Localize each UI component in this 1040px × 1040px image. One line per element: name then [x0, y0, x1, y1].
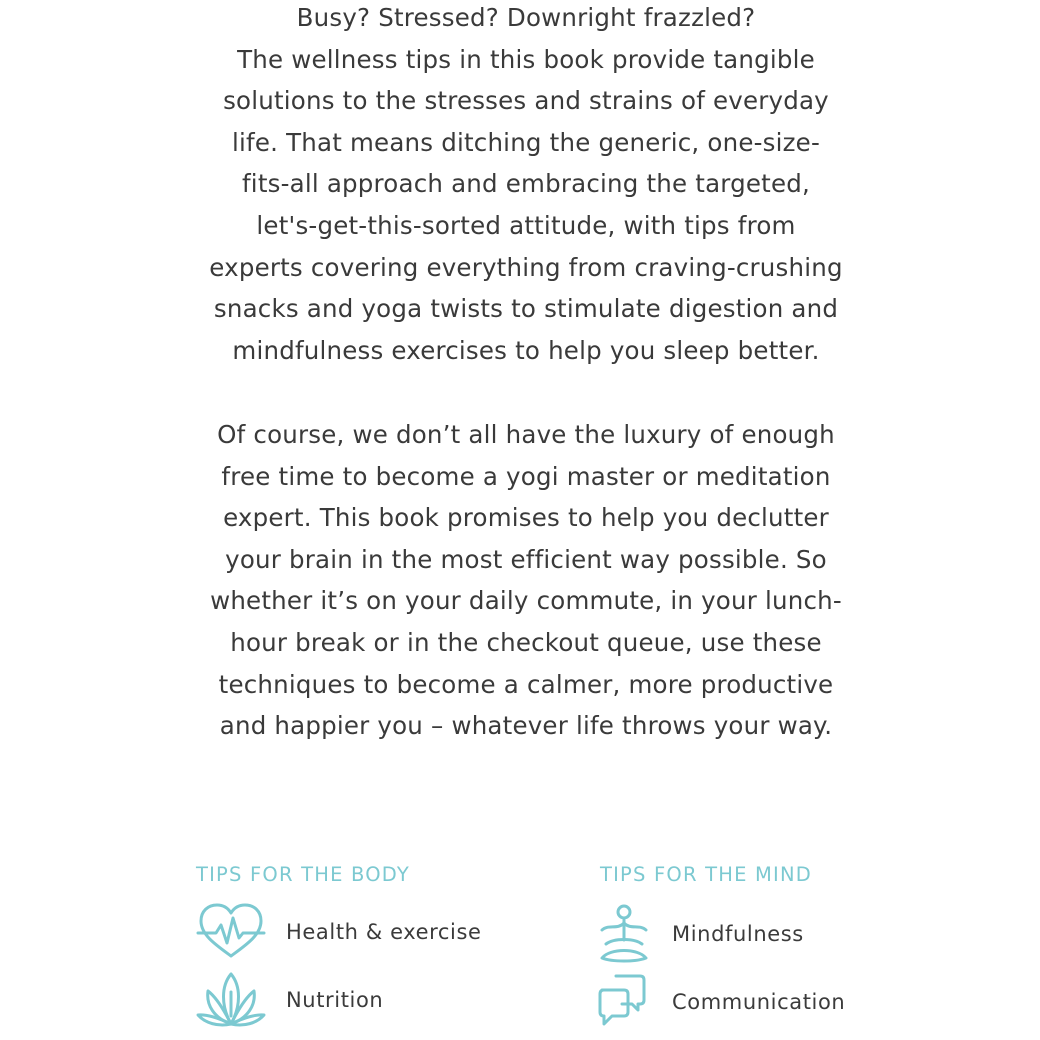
blurb-line: let's-get-this-sorted attitude, with tips from [256, 210, 796, 240]
blurb-line: free time to become a yogi master or meditation [221, 461, 831, 491]
blurb-line: fits-all approach and embracing the targeted, [241, 169, 810, 199]
blurb-line: life. That means ditching the generic, one-size- [232, 127, 820, 157]
blurb-line: solutions to the stresses and strains of everyday [223, 86, 829, 116]
blurb-line: snacks and yoga twists to stimulate digestion and [213, 294, 839, 324]
tip-label: Nutrition [286, 988, 384, 1012]
tips-for-mind-heading: TIPS FOR THE MIND [600, 863, 812, 886]
tip-health-exercise [196, 902, 482, 962]
blurb-line: Of course, we don’t all have the luxury of enough [217, 420, 835, 449]
blurb-line: hour break or in the checkout queue, use these [230, 627, 822, 657]
speech-bubbles-icon [596, 972, 666, 1032]
tip-mindfulness [596, 904, 804, 964]
lotus-icon [196, 970, 266, 1030]
tip-label: Mindfulness [672, 922, 804, 946]
blurb-line: experts covering everything from craving-crushing [209, 252, 843, 282]
heartbeat-icon [196, 902, 266, 962]
tip-label: Communication [672, 990, 846, 1014]
tip-nutrition [196, 970, 383, 1030]
blurb-line: and happier you – whatever life throws your way. [219, 711, 833, 741]
blurb-line: expert. This book promises to help you declutter [223, 503, 829, 533]
tip-communication [596, 972, 845, 1032]
blurb-line: your brain in the most efficient way possible. So [225, 544, 827, 574]
blurb-line: The wellness tips in this book provide tangible [237, 44, 815, 74]
blurb-paragraph-1 [180, 0, 872, 371]
blurb-paragraph-2 [180, 414, 872, 747]
tips-for-body-heading: TIPS FOR THE BODY [196, 863, 411, 886]
meditation-icon [596, 904, 666, 964]
blurb-line: whether it’s on your daily commute, in your lunch- [210, 586, 842, 616]
blurb-line: Busy? Stressed? Downright frazzled? [296, 3, 756, 32]
tips-for-mind-section [600, 860, 846, 1014]
blurb-line: mindfulness exercises to help you sleep better. [232, 335, 820, 365]
blurb-line: techniques to become a calmer, more productive [218, 669, 834, 699]
tip-label: Health & exercise [286, 920, 482, 944]
tips-for-body-section [196, 860, 482, 1012]
